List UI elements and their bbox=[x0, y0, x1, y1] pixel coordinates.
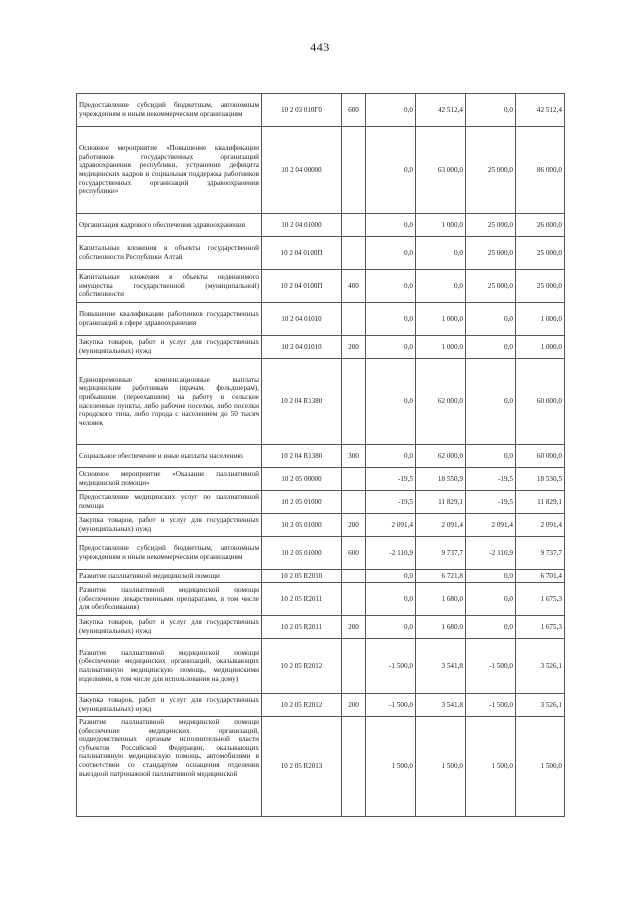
row-description: Развитие паллиативной медицинской помощи (обеспечение медицинских организаций, оказывающих паллиативную медицинскую помощь, медицинскими изделиями, в том числе для использования на дому) bbox=[77, 639, 262, 694]
row-description: Предоставление субсидий бюджетным, автономным учреждениям и иным некоммерческим организациям bbox=[77, 537, 262, 570]
row-value-1: 0,0 bbox=[366, 94, 416, 127]
row-value-1: 0,0 bbox=[366, 445, 416, 468]
row-value-3: 25 000,0 bbox=[466, 237, 516, 270]
row-target-code: 10 2 03 010Г0 bbox=[262, 94, 342, 127]
row-description: Капитальные вложения в объекты государственной собственности Республики Алтай bbox=[77, 237, 262, 270]
row-value-4: 2 091,4 bbox=[516, 514, 565, 537]
table-row bbox=[77, 616, 565, 639]
row-value-4: 18 530,5 bbox=[516, 468, 565, 491]
row-value-2: 18 550,9 bbox=[416, 468, 466, 491]
row-expense-type bbox=[342, 717, 366, 817]
row-value-1: -2 110,9 bbox=[366, 537, 416, 570]
row-description-text: Развитие паллиативной медицинской помощи (обеспечение медицинских организаций, подведомственных органам исполнительной власти субъектов Российской Федерации, оказывающих паллиативную медицинскую помощь, автомобилями в соответствии со стандартом оснащения отделения выездной патронажной паллиативной медицинской bbox=[79, 718, 259, 778]
row-value-1: 2 091,4 bbox=[366, 514, 416, 537]
row-value-3: 0,0 bbox=[466, 303, 516, 336]
row-target-code: 10 2 04 R1380 bbox=[262, 445, 342, 468]
row-value-1: -1 500,0 bbox=[366, 694, 416, 717]
row-expense-type: 600 bbox=[342, 537, 366, 570]
row-value-4: 1 500,0 bbox=[516, 717, 565, 817]
row-description: Предоставление медицинских услуг по паллиативной помощи bbox=[77, 491, 262, 514]
row-value-2: 42 512,4 bbox=[416, 94, 466, 127]
row-expense-type bbox=[342, 583, 366, 616]
row-value-2: 2 091,4 bbox=[416, 514, 466, 537]
table-row bbox=[77, 303, 565, 336]
row-expense-type bbox=[342, 359, 366, 445]
row-value-1: 0,0 bbox=[366, 616, 416, 639]
row-value-1: 0,0 bbox=[366, 336, 416, 359]
row-value-2: 6 721,8 bbox=[416, 570, 466, 583]
row-value-2: 1 500,0 bbox=[416, 717, 466, 817]
row-value-3: 25 000,0 bbox=[466, 127, 516, 214]
row-value-2: 9 737,7 bbox=[416, 537, 466, 570]
table-row bbox=[77, 127, 565, 214]
row-value-1: 1 500,0 bbox=[366, 717, 416, 817]
row-value-4: 86 000,0 bbox=[516, 127, 565, 214]
row-expense-type: 200 bbox=[342, 616, 366, 639]
row-value-4: 1 675,3 bbox=[516, 583, 565, 616]
row-description: Повышение квалификации работников государственных организаций в сфере здравоохранения bbox=[77, 303, 262, 336]
row-value-3: -2 110,9 bbox=[466, 537, 516, 570]
table-row bbox=[77, 214, 565, 237]
table-row bbox=[77, 583, 565, 616]
row-value-3: -19,5 bbox=[466, 491, 516, 514]
row-value-2: 62 000,0 bbox=[416, 445, 466, 468]
row-value-3: 0,0 bbox=[466, 445, 516, 468]
row-target-code: 10 2 05 01000 bbox=[262, 514, 342, 537]
row-description: Капитальные вложения в объекты недвижимого имущества государственной (муниципальной) собственности bbox=[77, 270, 262, 303]
row-value-4: 3 526,1 bbox=[516, 694, 565, 717]
row-value-4: 60 000,0 bbox=[516, 445, 565, 468]
row-target-code: 10 2 04 01000 bbox=[262, 214, 342, 237]
row-value-2: 3 541,8 bbox=[416, 639, 466, 694]
row-value-1: 0,0 bbox=[366, 127, 416, 214]
row-description: Закупка товаров, работ и услуг для государственных (муниципальных) нужд bbox=[77, 336, 262, 359]
row-description: Социальное обеспечение и иные выплаты населению bbox=[77, 445, 262, 468]
row-target-code: 10 2 05 01000 bbox=[262, 537, 342, 570]
row-target-code: 10 2 04 01010 bbox=[262, 336, 342, 359]
row-target-code: 10 2 05 R2012 bbox=[262, 639, 342, 694]
row-value-4: 1 000,0 bbox=[516, 303, 565, 336]
row-value-4: 9 737,7 bbox=[516, 537, 565, 570]
row-value-3: 0,0 bbox=[466, 336, 516, 359]
row-value-4: 1 675,3 bbox=[516, 616, 565, 639]
row-value-2: 1 000,0 bbox=[416, 303, 466, 336]
row-value-1: 0,0 bbox=[366, 570, 416, 583]
row-expense-type: 200 bbox=[342, 514, 366, 537]
row-target-code: 10 2 05 01000 bbox=[262, 491, 342, 514]
row-target-code: 10 2 05 R2011 bbox=[262, 616, 342, 639]
row-target-code: 10 2 05 00000 bbox=[262, 468, 342, 491]
row-description bbox=[77, 717, 262, 817]
table-row bbox=[77, 237, 565, 270]
row-value-1: 0,0 bbox=[366, 359, 416, 445]
page-number: 443 bbox=[310, 40, 330, 54]
row-description: Единовременные компенсационные выплаты медицинским работникам (врачам, фельдшерам), прибывшим (переехавшим) на работу в сельские населенные пункты, либо рабочие поселки, либо поселки городского типа, либо города с населением до 50 тысяч человек bbox=[77, 359, 262, 445]
row-value-1: 0,0 bbox=[366, 583, 416, 616]
row-value-3: 2 091,4 bbox=[466, 514, 516, 537]
table-row bbox=[77, 639, 565, 694]
row-value-1: -19,5 bbox=[366, 491, 416, 514]
row-value-4: 11 829,1 bbox=[516, 491, 565, 514]
row-description: Закупка товаров, работ и услуг для государственных (муниципальных) нужд bbox=[77, 616, 262, 639]
row-target-code: 10 2 04 0100П bbox=[262, 237, 342, 270]
row-value-3: -19,5 bbox=[466, 468, 516, 491]
row-description: Предоставление субсидий бюджетным, автономным учреждениям и иным некоммерческим организациям bbox=[77, 94, 262, 127]
row-value-2: 3 541,8 bbox=[416, 694, 466, 717]
table-row bbox=[77, 94, 565, 127]
row-value-2: 0,0 bbox=[416, 237, 466, 270]
row-value-2: 0,0 bbox=[416, 270, 466, 303]
row-expense-type bbox=[342, 237, 366, 270]
row-value-2: 1 680,0 bbox=[416, 616, 466, 639]
row-value-3: 0,0 bbox=[466, 570, 516, 583]
row-target-code: 10 2 04 0100П bbox=[262, 270, 342, 303]
row-expense-type bbox=[342, 570, 366, 583]
row-value-2: 1 680,0 bbox=[416, 583, 466, 616]
row-target-code: 10 2 05 R2013 bbox=[262, 717, 342, 817]
row-value-4: 6 701,4 bbox=[516, 570, 565, 583]
table-row bbox=[77, 537, 565, 570]
row-target-code: 10 2 05 R2011 bbox=[262, 583, 342, 616]
row-description: Основное мероприятие «Повышение квалификации работников государственных организаций здравоохранения республики, устранение дефицита медицинских кадров и социальная поддержка работников государственных организаций здравоохранения республики» bbox=[77, 127, 262, 214]
table-row bbox=[77, 336, 565, 359]
row-value-3: 0,0 bbox=[466, 359, 516, 445]
row-expense-type: 600 bbox=[342, 94, 366, 127]
table-row bbox=[77, 514, 565, 537]
row-value-3: 0,0 bbox=[466, 94, 516, 127]
table-row bbox=[77, 359, 565, 445]
row-value-3: 25 000,0 bbox=[466, 214, 516, 237]
row-value-1: -19,5 bbox=[366, 468, 416, 491]
row-target-code: 10 2 05 R2010 bbox=[262, 570, 342, 583]
table-body bbox=[77, 94, 565, 817]
row-value-4: 25 000,0 bbox=[516, 237, 565, 270]
row-value-2: 11 829,1 bbox=[416, 491, 466, 514]
row-description: Закупка товаров, работ и услуг для государственных (муниципальных) нужд bbox=[77, 514, 262, 537]
table-row bbox=[77, 468, 565, 491]
row-expense-type: 200 bbox=[342, 336, 366, 359]
row-expense-type bbox=[342, 468, 366, 491]
row-target-code: 10 2 05 R2012 bbox=[262, 694, 342, 717]
row-value-2: 63 000,0 bbox=[416, 127, 466, 214]
row-value-1: 0,0 bbox=[366, 214, 416, 237]
row-value-4: 60 000,0 bbox=[516, 359, 565, 445]
row-value-4: 1 000,0 bbox=[516, 336, 565, 359]
row-description: Закупка товаров, работ и услуг для государственных (муниципальных) нужд bbox=[77, 694, 262, 717]
row-value-1: 0,0 bbox=[366, 270, 416, 303]
row-value-2: 1 000,0 bbox=[416, 336, 466, 359]
row-target-code: 10 2 04 R1380 bbox=[262, 359, 342, 445]
row-value-4: 42 512,4 bbox=[516, 94, 565, 127]
row-expense-type: 400 bbox=[342, 270, 366, 303]
row-value-4: 26 000,0 bbox=[516, 214, 565, 237]
row-value-1: -1 500,0 bbox=[366, 639, 416, 694]
table-row bbox=[77, 491, 565, 514]
row-description: Развитие паллиативной медицинской помощи bbox=[77, 570, 262, 583]
row-value-3: 1 500,0 bbox=[466, 717, 516, 817]
row-expense-type bbox=[342, 491, 366, 514]
table-row bbox=[77, 717, 565, 817]
table-row bbox=[77, 270, 565, 303]
row-target-code: 10 2 04 00000 bbox=[262, 127, 342, 214]
row-value-3: -1 500,0 bbox=[466, 639, 516, 694]
table-row bbox=[77, 445, 565, 468]
row-expense-type bbox=[342, 639, 366, 694]
row-value-4: 3 526,1 bbox=[516, 639, 565, 694]
row-target-code: 10 2 04 01010 bbox=[262, 303, 342, 336]
row-value-2: 1 000,0 bbox=[416, 214, 466, 237]
budget-table bbox=[76, 93, 565, 817]
row-value-3: 25 000,0 bbox=[466, 270, 516, 303]
row-value-2: 62 000,0 bbox=[416, 359, 466, 445]
table-row bbox=[77, 570, 565, 583]
row-description: Основное мероприятие «Оказание паллиативной медицинской помощи» bbox=[77, 468, 262, 491]
row-description: Организация кадрового обеспечения здравоохранения bbox=[77, 214, 262, 237]
row-value-1: 0,0 bbox=[366, 237, 416, 270]
row-expense-type bbox=[342, 303, 366, 336]
row-value-3: 0,0 bbox=[466, 616, 516, 639]
row-expense-type bbox=[342, 214, 366, 237]
row-value-3: -1 500,0 bbox=[466, 694, 516, 717]
row-value-4: 25 000,0 bbox=[516, 270, 565, 303]
table-row bbox=[77, 694, 565, 717]
row-expense-type bbox=[342, 127, 366, 214]
row-description: Развитие паллиативной медицинской помощи (обеспечение лекарственными препаратами, в том числе для обезболивания) bbox=[77, 583, 262, 616]
row-expense-type: 200 bbox=[342, 694, 366, 717]
row-value-3: 0,0 bbox=[466, 583, 516, 616]
row-value-1: 0,0 bbox=[366, 303, 416, 336]
row-expense-type: 300 bbox=[342, 445, 366, 468]
